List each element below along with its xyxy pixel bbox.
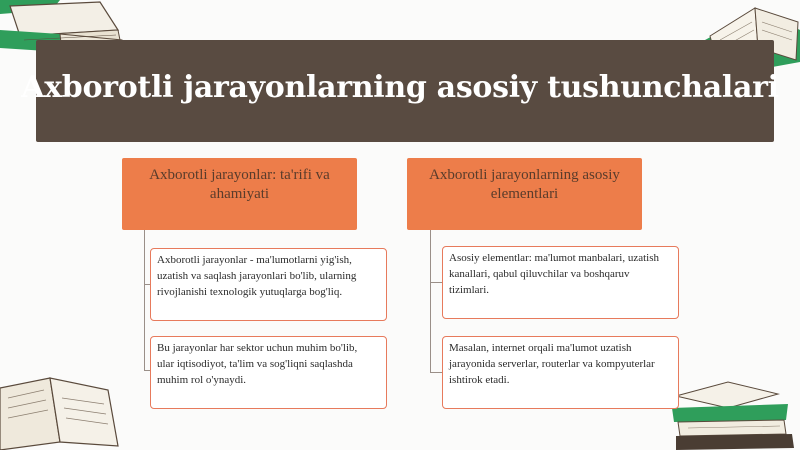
open-book-bottom-left-icon xyxy=(0,376,120,450)
right-connector-line xyxy=(430,230,431,372)
right-connector-branch-1 xyxy=(430,282,442,283)
right-connector-branch-2 xyxy=(430,372,442,373)
left-column-heading: Axborotli jarayonlar: ta'rifi va ahamiyati xyxy=(122,158,357,230)
page-title: Axborotli jarayonlarning asosiy tushunchalari xyxy=(21,70,779,105)
books-bottom-right-icon xyxy=(668,376,800,450)
left-item-2: Bu jarayonlar har sektor uchun muhim bo'lib, ular iqtisodiyot, ta'lim va sog'liqni saqlashda muhim rol o'ynaydi. xyxy=(150,336,387,409)
right-column-heading: Axborotli jarayonlarning asosiy elementlari xyxy=(407,158,642,230)
left-connector-line xyxy=(144,230,145,370)
right-item-2: Masalan, internet orqali ma'lumot uzatish jarayonida serverlar, routerlar va kompyuterlar ishtirok etadi. xyxy=(442,336,679,409)
left-item-1: Axborotli jarayonlar - ma'lumotlarni yig'ish, uzatish va saqlash jarayonlari bo'lib, ularning rivojlanishi texnologik yutuqlarga bog'liq. xyxy=(150,248,387,321)
right-item-1: Asosiy elementlar: ma'lumot manbalari, uzatish kanallari, qabul qiluvchilar va boshqaruv tizimlari. xyxy=(442,246,679,319)
